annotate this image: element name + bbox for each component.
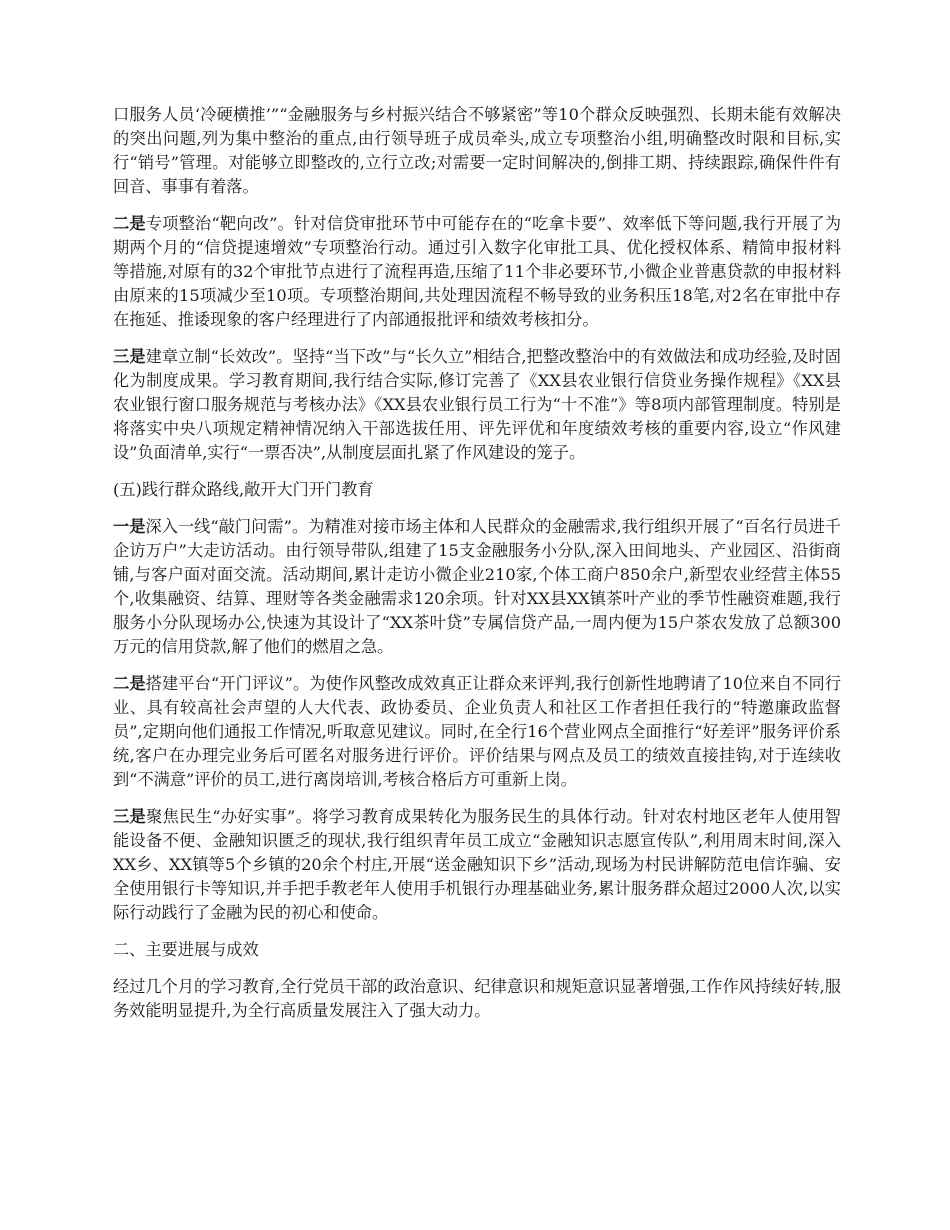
section-heading-text: (五)践行群众路线,敞开大门开门教育 <box>113 480 374 499</box>
paragraph-text: 聚焦民生“办好实事”。将学习教育成果转化为服务民生的具体行动。针对农村地区老年人使用智能设备不便、金融知识匮乏的现状,我行组织青年员工成立“金融知识志愿宣传队”,利用周末时间,深入XX乡、XX镇等5个乡镇的20余个村庄,开展“送金融知识下乡”活动,现场为村民讲解防范电信诈骗、安全使用银行卡等知识,并手把手教老年人使用手机银行办理基础业务,累计服务群众超过2000人次,以实际行动践行了金融为民的初心和使命。 <box>113 807 841 922</box>
section-heading-progress <box>113 938 841 962</box>
paragraph-summary <box>113 975 841 1023</box>
paragraph-lead: 三是 <box>113 347 146 366</box>
paragraph-lead: 二是 <box>113 674 146 693</box>
paragraph-lead: 二是 <box>113 214 146 233</box>
paragraph-text: 搭建平台“开门评议”。为使作风整改成效真正让群众来评判,我行创新性地聘请了10位来自不同行业、具有较高社会声望的人大代表、政协委员、企业负责人和社区工作者担任我行的“特邀廉政监督员”,定期向他们通报工作情况,听取意见建议。同时,在全行16个营业网点全面推行“好差评”服务评价系统,客户在办理完业务后可匿名对服务进行评价。评价结果与网点及员工的绩效直接挂钩,对于连续收到“不满意”评价的员工,进行离岗培训,考核合格后方可重新上岗。 <box>113 674 842 789</box>
document-body <box>113 103 841 1036</box>
paragraph-text: 深入一线“敲门问需”。为精准对接市场主体和人民群众的金融需求,我行组织开展了“百名行员进千企访万户”大走访活动。由行领导带队,组建了15支金融服务小分队,深入田间地头、产业园区、沿街商铺,与客户面对面交流。活动期间,累计走访小微企业210家,个体工商户850余户,新型农业经营主体55个,收集融资、结算、理财等各类金融需求120余项。针对XX县XX镇茶叶产业的季节性融资难题,我行服务小分队现场办公,快速为其设计了“XX茶叶贷”专属信贷产品,一周内便为15户茶农发放了总额300万元的信用贷款,解了他们的燃眉之急。 <box>113 517 841 656</box>
paragraph-item-third <box>113 345 841 465</box>
paragraph-text: 口服务人员‘冷硬横推’”“金融服务与乡村振兴结合不够紧密”等10个群众反映强烈、长期未能有效解决的突出问题,列为集中整治的重点,由行领导班子成员牵头,成立专项整治小组,明确整改时限和目标,实行“销号”管理。对能够立即整改的,立行立改;对需要一定时间解决的,倒排工期、持续跟踪,确保件件有回音、事事有着落。 <box>113 105 841 196</box>
paragraph-item-third <box>113 805 841 925</box>
paragraph-text: 建章立制“长效改”。坚持“当下改”与“长久立”相结合,把整改整治中的有效做法和成功经验,及时固化为制度成果。学习教育期间,我行结合实际,修订完善了《XX县农业银行信贷业务操作规程》《XX县农业银行窗口服务规范与考核办法》《XX县农业银行员工行为“十不准”》等8项内部管理制度。特别是将落实中央八项规定精神情况纳入干部选拔任用、评先评优和年度绩效考核的重要内容,设立“作风建设”负面清单,实行“一票否决”,从制度层面扎紧了作风建设的笼子。 <box>113 347 841 462</box>
paragraph-lead: 一是 <box>113 517 146 536</box>
section-heading-five <box>113 478 841 502</box>
paragraph-lead: 三是 <box>113 807 147 826</box>
section-heading-text: 二、主要进展与成效 <box>113 940 259 959</box>
paragraph-item-second <box>113 672 841 792</box>
paragraph-item-first <box>113 515 841 659</box>
paragraph-item-second <box>113 212 841 332</box>
paragraph-intro-continuation <box>113 103 841 199</box>
paragraph-text: 专项整治“靶向改”。针对信贷审批环节中可能存在的“吃拿卡要”、效率低下等问题,我行开展了为期两个月的“信贷提速增效”专项整治行动。通过引入数字化审批工具、优化授权体系、精简申报材料等措施,对原有的32个审批节点进行了流程再造,压缩了11个非必要环节,小微企业普惠贷款的申报材料由原来的15项减少至10项。专项整治期间,共处理因流程不畅导致的业务积压18笔,对2名在审批中存在拖延、推诿现象的客户经理进行了内部通报批评和绩效考核扣分。 <box>113 214 842 329</box>
paragraph-text: 经过几个月的学习教育,全行党员干部的政治意识、纪律意识和规矩意识显著增强,工作作风持续好转,服务效能明显提升,为全行高质量发展注入了强大动力。 <box>113 977 841 1020</box>
